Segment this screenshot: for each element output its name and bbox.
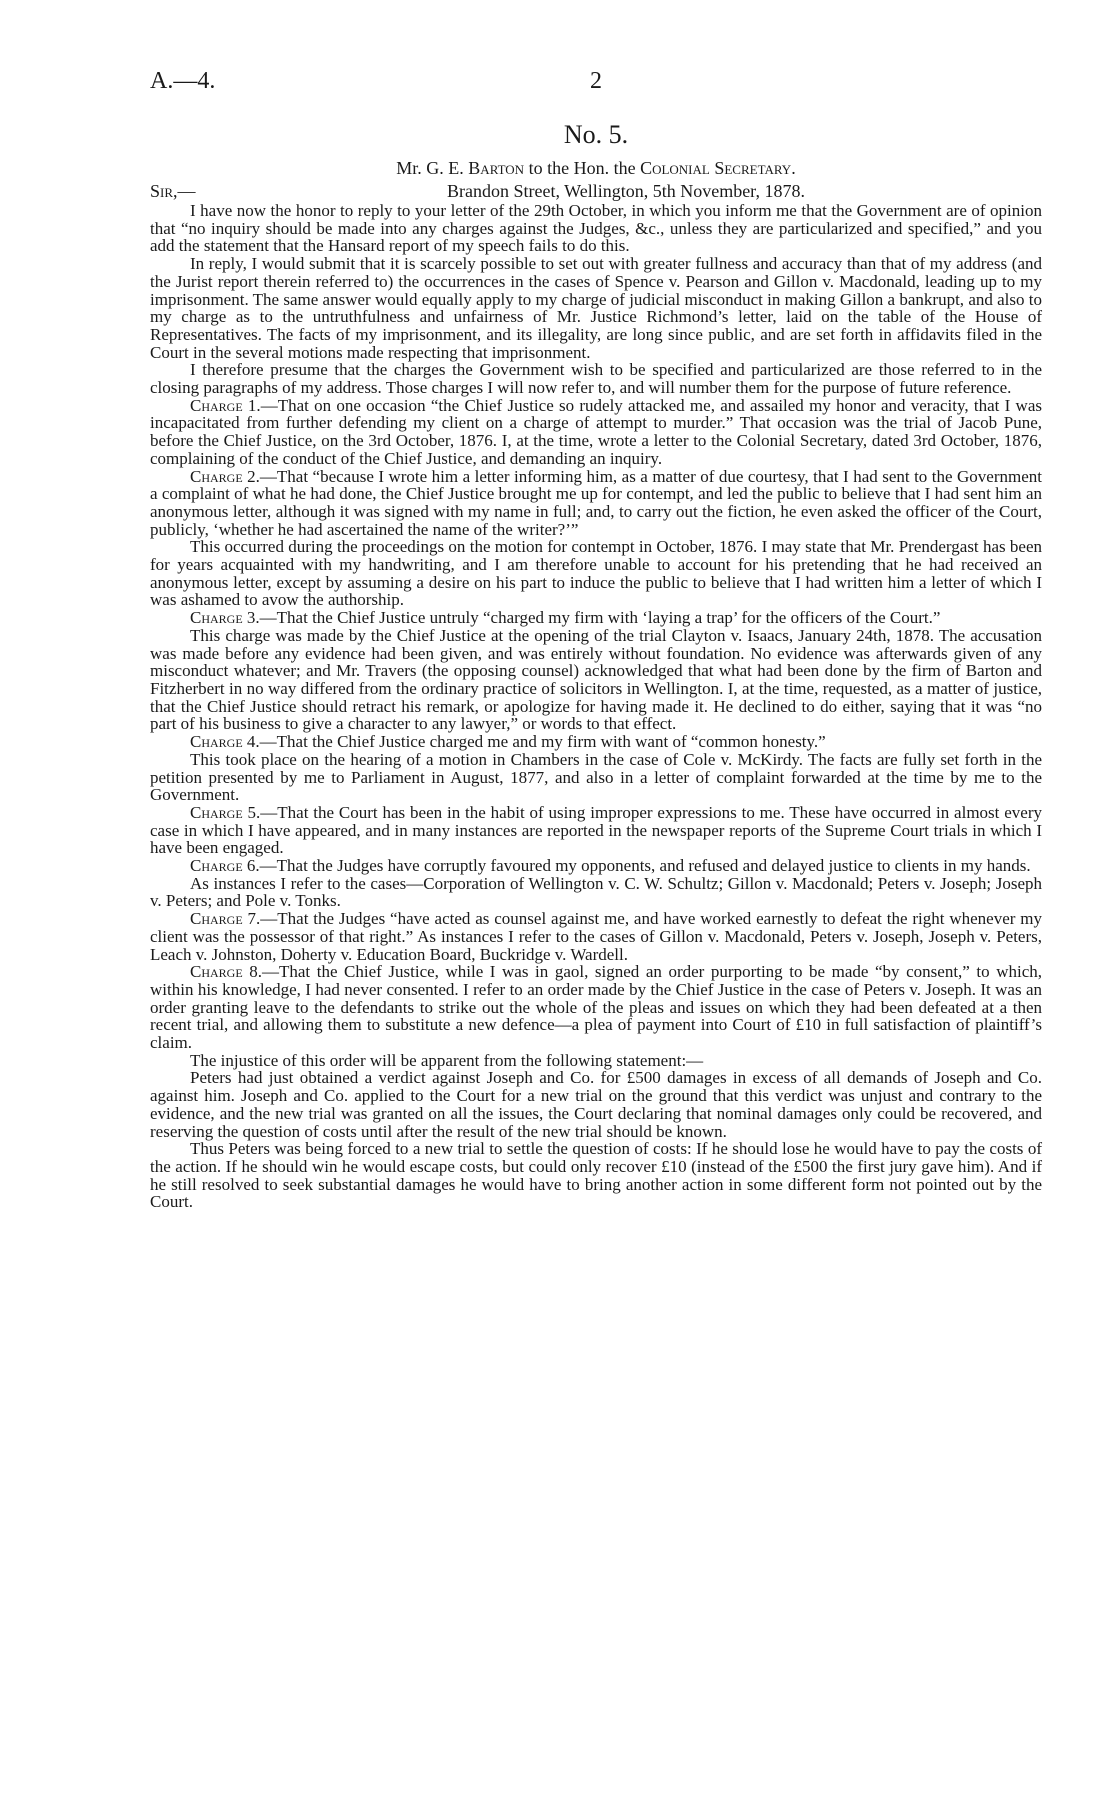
charge-paragraph bbox=[150, 609, 1042, 627]
paragraph-text: —That the Chief Justice charged me and my firm with want of “common honesty.” bbox=[259, 732, 826, 752]
heading-prefix: Mr. G. E. bbox=[396, 158, 469, 178]
paragraph-text: —That the Court has been in the habit of using improper expressions to me. These have occurred in almost every case in which I have appeared, and in many instances are reported in the newspaper reports of the Supreme Court trials in which I have been engaged. bbox=[150, 802, 1042, 858]
running-header bbox=[150, 68, 1042, 98]
paragraph-text: —That the Chief Justice untruly “charged my firm with ‘laying a trap’ for the officers of the Court.” bbox=[259, 608, 941, 628]
body-paragraph bbox=[150, 255, 1042, 361]
page-number: 2 bbox=[590, 68, 602, 94]
body-paragraph bbox=[150, 1069, 1042, 1140]
section-reference: A.—4. bbox=[150, 68, 216, 94]
body-paragraph bbox=[150, 875, 1042, 910]
body-paragraph bbox=[150, 538, 1042, 609]
heading-sender: Barton bbox=[468, 158, 525, 178]
charge-label: Charge 8. bbox=[190, 962, 262, 982]
heading-end: . bbox=[791, 158, 796, 178]
paragraph-text: I therefore presume that the charges the Government wish to be specified and particularized are those referred to in the closing paragraphs of my address. Those charges I will now refer to, and will number them for the purpose of future reference. bbox=[150, 360, 1042, 398]
salutation-line bbox=[150, 181, 1042, 203]
paragraph-text: As instances I refer to the cases—Corporation of Wellington v. C. W. Schultz; Gillon v. Macdonald; Peters v. Joseph; Joseph v. Peters; and Pole v. Tonks. bbox=[150, 873, 1042, 911]
charge-paragraph bbox=[150, 910, 1042, 963]
letter-body bbox=[150, 202, 1042, 1211]
charge-label: Charge 6. bbox=[190, 856, 260, 876]
paragraph-text: Thus Peters was being forced to a new trial to settle the question of costs: If he should lose he would have to pay the costs of the action. If he should win he would escape costs, but could only recover £10 (instead of the £500 the first jury gave him). And if he still resolved to seek substantial damages he would have to bring another action in some different form not pointed out by the Court. bbox=[150, 1139, 1042, 1212]
charge-paragraph bbox=[150, 963, 1042, 1052]
salutation: Sir,— bbox=[150, 181, 196, 201]
paragraph-text: —That the Judges “have acted as counsel against me, and have worked earnestly to defeat the right whenever my client was the possessor of that right.” As instances I refer to the cases of Gillon v. Macdonald, Peters v. Joseph, Joseph v. Peters, Leach v. Johnston, Doherty v. Education Board, Buckridge v. Wardell. bbox=[150, 909, 1042, 964]
body-paragraph bbox=[150, 361, 1042, 396]
paragraph-text: I have now the honor to reply to your letter of the 29th October, in which you inform me that the Government are of opinion that “no inquiry should be made into any charges against the Judges, &c., unless they are particularized and specified,” and you add the statement that the Hansard report of my speech fails to do this. bbox=[150, 201, 1042, 256]
paragraph-text: This took place on the hearing of a motion in Chambers in the case of Cole v. McKirdy. The facts are fully set forth in the petition presented by me to Parliament in August, 1877, and also in a letter of complaint forwarded at the time by me to the Government. bbox=[150, 749, 1042, 805]
letter-address: Brandon Street, Wellington, 5th November, 1878. bbox=[447, 181, 805, 201]
charge-paragraph bbox=[150, 468, 1042, 539]
paragraph-text: Peters had just obtained a verdict against Joseph and Co. for £500 damages in excess of all demands of Joseph and Co. against him. Joseph and Co. applied to the Court for a new trial on the ground that this verdict was unjust and contrary to the evidence, and the new trial was granted on all the issues, the Court declaring that nominal damages only could be recovered, and reserving the question of costs until after the result of the new trial should be known. bbox=[150, 1068, 1042, 1141]
charge-label: Charge 1. bbox=[190, 395, 261, 415]
paragraph-text: The injustice of this order will be apparent from the following statement:— bbox=[190, 1050, 704, 1070]
body-paragraph bbox=[150, 202, 1042, 255]
charge-paragraph bbox=[150, 857, 1042, 875]
paragraph-text: —That the Chief Justice, while I was in gaol, signed an order purporting to be made “by consent,” to which, within his knowledge, I had never consented. I refer to an order made by the Chief Justice in the case of Peters v. Joseph. It was an order granting leave to the defendants to strike out the whole of the pleas and issues on which they had been defeated at a then recent trial, and allowing them to substitute a new defence—a plea of payment into Court of £10 in full satisfaction of plaintiff’s claim. bbox=[150, 962, 1043, 1053]
body-paragraph bbox=[150, 751, 1042, 804]
paragraph-text: In reply, I would submit that it is scarcely possible to set out with greater fullness and accuracy than that of my address (and the Jurist report therein referred to) the occurrences in the cases of Spence v. Pearson and Gillon v. Macdonald, leading up to my imprisonment. The same answer would equally apply to my charge of judicial misconduct in making Gillon a bankrupt, and also to my charge as to the untruthfulness and unfairness of Mr. Justice Richmond’s letter, laid on the table of the House of Representatives. The facts of my imprisonment, and its illegality, are long since public, and are set forth in affidavits filed in the Court in the several motions made respecting that imprisonment. bbox=[150, 254, 1042, 362]
body-paragraph bbox=[150, 627, 1042, 733]
body-paragraph bbox=[150, 1140, 1042, 1211]
paragraph-text: —That on one occasion “the Chief Justice so rudely attacked me, and assailed my honor and veracity, that I was incapacitated from further defending my client on a charge of attempt to murder.” That occasion was the trial of Jacob Pune, before the Chief Justice, on the 3rd October, 1876. I, at the time, wrote a letter to the Colonial Secretary, dated 3rd October, 1876, complaining of the conduct of the Chief Justice, and demanding an inquiry. bbox=[150, 395, 1042, 468]
paragraph-text: This occurred during the proceedings on the motion for contempt in October, 1876. I may state that Mr. Prendergast has been for years acquainted with my handwriting, and I am therefore unable to account for his pretending that he had received an anonymous letter, except by assuming a desire on his part to induce the public to believe that I had written him a letter of which I was ashamed to avow the authorship. bbox=[150, 537, 1042, 610]
body-paragraph bbox=[150, 1052, 1042, 1070]
paragraph-text: —That the Judges have corruptly favoured my opponents, and refused and delayed justice to clients in my hands. bbox=[259, 856, 1031, 876]
charge-paragraph bbox=[150, 804, 1042, 857]
heading-mid: to the Hon. the bbox=[524, 158, 641, 178]
letter-heading bbox=[150, 158, 1042, 179]
charge-label: Charge 5. bbox=[190, 802, 261, 822]
charge-paragraph bbox=[150, 733, 1042, 751]
heading-recipient: Colonial Secretary bbox=[640, 158, 792, 178]
charge-label: Charge 4. bbox=[190, 732, 260, 752]
paragraph-text: —That “because I wrote him a letter informing him, as a matter of due courtesy, that I had sent to the Government a complaint of what he had done, the Chief Justice brought me up for contempt, and led the public to believe that I had sent him an anonymous letter, although it was signed with my name in full; and, to carry out the fiction, he even asked the officer of the Court, publicly, ‘whether he had ascertained the name of the writer?’” bbox=[150, 466, 1042, 539]
charge-paragraph bbox=[150, 397, 1042, 468]
document-title: No. 5. bbox=[563, 120, 629, 149]
charge-label: Charge 7. bbox=[190, 909, 261, 929]
charge-label: Charge 3. bbox=[190, 608, 260, 628]
charge-label: Charge 2. bbox=[190, 466, 260, 486]
paragraph-text: This charge was made by the Chief Justice at the opening of the trial Clayton v. Isaacs, January 24th, 1878. The accusation was made before any evidence had been given, and was entirely without foundation. No evidence was afterwards given of any misconduct whatever; and Mr. Travers (the opposing counsel) acknowledged that what had been done by the firm of Barton and Fitzherbert in no way differed from the ordinary practice of solicitors in Wellington. I, at the time, requested, as a matter of justice, that the Chief Justice should retract his remark, or apologize for having made it. He declined to do either, saying that it was “no part of his business to give a character to any lawyer,” or words to that effect. bbox=[150, 625, 1042, 734]
